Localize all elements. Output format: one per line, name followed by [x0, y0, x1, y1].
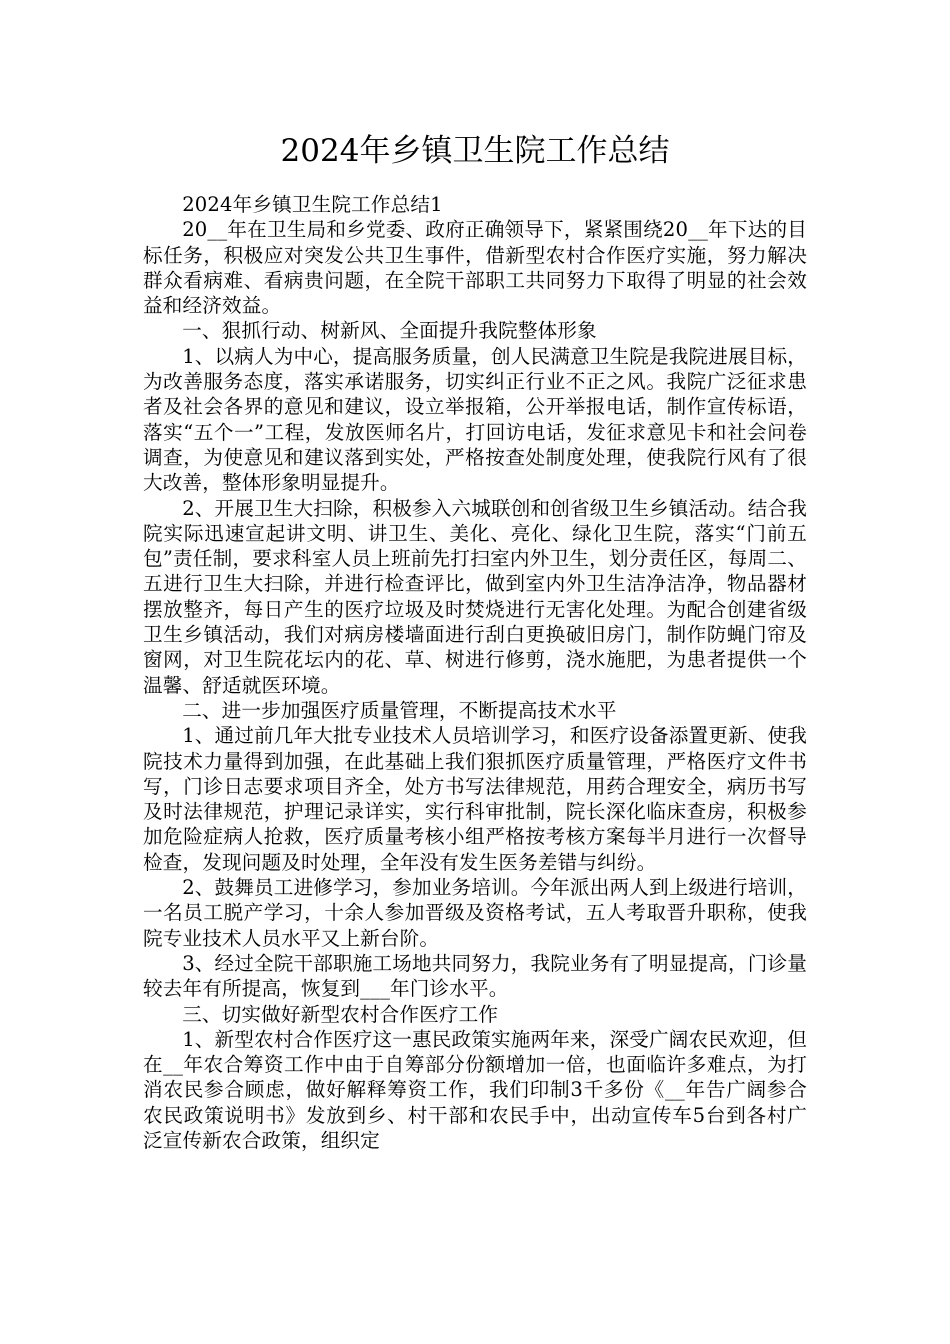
paragraph-3-1: 1、新型农村合作医疗这一惠民政策实施两年来，深受广阔农民欢迎，但在__年农合筹资工作中由于自筹部分份额增加一倍，也面临许多难点，为打消农民参合顾虑，做好解释筹资工作，我们印制3千多份《__年告广阔参合农民政策说明书》发放到乡、村干部和农民手中，出动宣传车5台到各村广泛宣传新农合政策，组织定: [143, 1027, 807, 1152]
document-title: 2024年乡镇卫生院工作总结: [280, 133, 670, 169]
paragraph-2-1: 1、通过前几年大批专业技术人员培训学习，和医疗设备添置更新、使我院技术力量得到加强，在此基础上我们狠抓医疗质量管理，严格医疗文件书写，门诊日志要求项目齐全，处方书写法律规范，用药合理安全，病历书写及时法律规范，护理记录详实，实行科审批制，院长深化临床查房，积极参加危险症病人抢救，医疗质量考核小组严格按考核方案每半月进行一次督导检查，发现问题及时处理，全年没有发生医务差错与纠纷。: [143, 724, 807, 874]
intro-paragraph: 20__年在卫生局和乡党委、政府正确领导下，紧紧围绕20__年下达的目标任务，积极应对突发公共卫生事件，借新型农村合作医疗实施，努力解决群众看病难、看病贵问题，在全院干部职工共同努力下取得了明显的社会效益和经济效益。: [143, 218, 807, 318]
subheading-3: 三、切实做好新型农村合作医疗工作: [182, 1002, 499, 1026]
paragraph-2-2: 2、鼓舞员工进修学习，参加业务培训。今年派出两人到上级进行培训，一名员工脱产学习，十余人参加晋级及资格考试，五人考取晋升职称，使我院专业技术人员水平又上新台阶。: [143, 876, 807, 950]
section-heading: 2024年乡镇卫生院工作总结1: [182, 193, 443, 216]
subheading-2: 二、进一步加强医疗质量管理，不断提高技术水平: [182, 698, 617, 722]
paragraph-1-1: 1、以病人为中心，提高服务质量，创人民满意卫生院是我院进展目标，为改善服务态度，落实承诺服务，切实纠正行业不正之风。我院广泛征求患者及社会各界的意见和建议，设立举报箱，公开举报电话，制作宣传标语，落实“五个一”工程，发放医师名片，打回访电话，发征求意见卡和社会问卷调查，为使意见和建议落到实处，严格按查处制度处理，使我院行风有了很大改善，整体形象明显提升。: [143, 344, 807, 495]
subheading-1: 一、狠抓行动、树新风、全面提升我院整体形象: [182, 319, 597, 343]
paragraph-1-2: 2、开展卫生大扫除，积极参入六城联创和创省级卫生乡镇活动。结合我院实际迅速宣起讲文明、讲卫生、美化、亮化、绿化卫生院，落实“门前五包”责任制，要求科室人员上班前先打扫室内外卫生，划分责任区，每周二、五进行卫生大扫除，并进行检查评比，做到室内外卫生洁净洁净，物品器材摆放整齐，每日产生的医疗垃圾及时焚烧进行无害化处理。为配合创建省级卫生乡镇活动，我们对病房楼墙面进行刮白更换破旧房门，制作防蝇门帘及窗网，对卫生院花坛内的花、草、树进行修剪，浇水施肥，为患者提供一个温馨、舒适就医环境。: [143, 496, 807, 697]
paragraph-2-3: 3、经过全院干部职施工场地共同努力，我院业务有了明显提高，门诊量较去年有所提高，恢复到___年门诊水平。: [143, 951, 807, 1001]
